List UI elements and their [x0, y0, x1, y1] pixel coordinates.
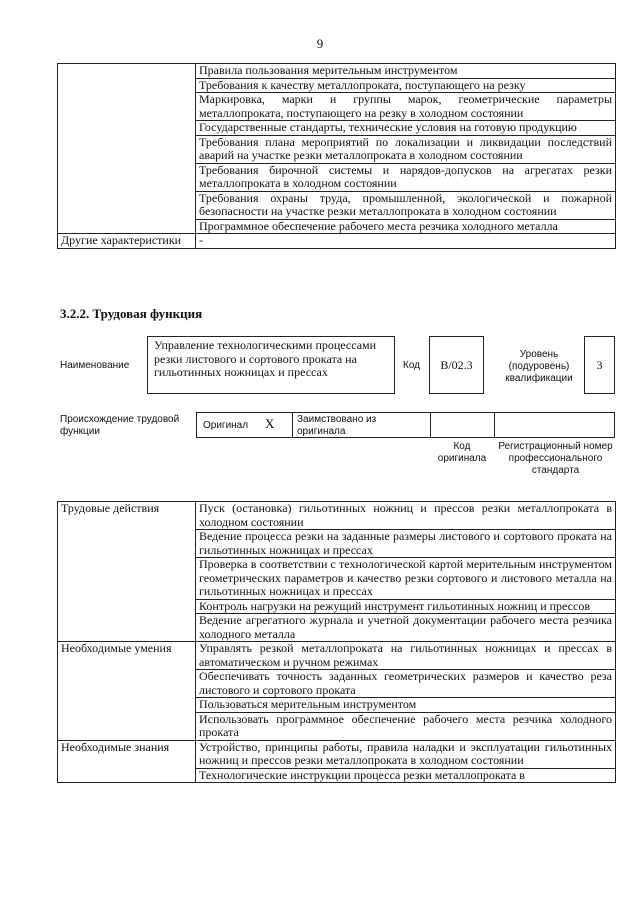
page-number: 9 — [316, 36, 324, 51]
origin-label: Происхождение трудовой функции — [60, 414, 180, 437]
knowledge-item: Правила пользования мерительным инструментом — [196, 64, 616, 79]
skill-item: Обеспечивать точность заданных геометрических размеров и качество реза листового и сортового проката — [196, 670, 616, 698]
action-item: Ведение агрегатного журнала и учетной документации рабочего места резчика холодного металла — [196, 614, 616, 642]
labor-function-table — [57, 501, 616, 783]
knowledge-item: Требования к качеству металлопроката, поступающего на резку — [196, 78, 616, 93]
name-label: Наименование — [60, 360, 130, 371]
original-label: Оригинал — [203, 420, 249, 431]
continuation-label-cell — [58, 64, 196, 234]
borrowed-cell — [293, 413, 431, 437]
knowledge-label: Необходимые знания — [58, 740, 196, 783]
knowledge-item: Требования охраны труда, промышленной, экологической и пожарной безопасности на участке резки металлопроката в холодном состоянии — [196, 191, 616, 219]
knowledge-item: Требования бирочной системы и нарядов-допусков на агрегатах резки металлопроката в холодном состоянии — [196, 163, 616, 191]
section-title: 3.2.2. Трудовая функция — [60, 306, 203, 321]
action-item: Ведение процесса резки на заданные размеры листового и сортового проката на гильотинных ножницах и прессах — [196, 530, 616, 558]
origin-reg-cell — [495, 413, 614, 437]
other-characteristics-value: - — [196, 234, 616, 249]
skills-label: Необходимые умения — [58, 642, 196, 741]
registration-caption: Регистрационный номер профессионального стандарта — [498, 441, 613, 476]
function-name-box: Управление технологическими процессами резки листового и сортового проката на гильотинных ножницах и прессах — [147, 336, 395, 394]
action-item: Контроль нагрузки на режущий инструмент гильотинных ножниц и прессов — [196, 599, 616, 614]
borrowed-label: Заимствовано из оригинала — [297, 414, 377, 437]
original-cell — [197, 413, 293, 437]
original-mark: X — [265, 416, 275, 431]
actions-label: Трудовые действия — [58, 502, 196, 642]
knowledge-item: Государственные стандарты, технические условия на готовую продукцию — [196, 121, 616, 136]
origin-code-cell — [431, 413, 495, 437]
origin-row — [196, 412, 615, 438]
knowledge-item: Маркировка, марки и группы марок, геометрические параметры металлопроката, поступающего на резку в холодном состоянии — [196, 93, 616, 121]
action-item: Пуск (остановка) гильотинных ножниц и прессов резки металлопроката в холодном состоянии — [196, 502, 616, 530]
level-label: Уровень (подуровень) квалификации — [505, 349, 573, 384]
skill-item: Пользоваться мерительным инструментом — [196, 698, 616, 713]
knowledge-item: Требования плана мероприятий по локализации и ликвидации последствий аварий на участке резки металлопроката в холодном состоянии — [196, 135, 616, 163]
continuation-table — [57, 63, 616, 249]
skill-item: Управлять резкой металлопроката на гильотинных ножницах и прессах в автоматическом и ручном режимах — [196, 642, 616, 670]
code-label: Код — [403, 360, 421, 371]
action-item: Проверка в соответствии с технологической картой мерительным инструментом геометрических параметров и качество резки сортового и листового металла на гильотинных ножницах и прессах — [196, 558, 616, 600]
knowledge-item: Устройство, принципы работы, правила наладки и эксплуатации гильотинных ножниц и прессов резки металлопроката в холодном состоянии — [196, 740, 616, 768]
other-characteristics-label: Другие характеристики — [58, 234, 196, 249]
code-caption: Код оригинала — [437, 441, 487, 464]
knowledge-item: Программное обеспечение рабочего места резчика холодного металла — [196, 219, 616, 234]
level-box: 3 — [584, 336, 615, 394]
function-code-box: В/02.3 — [429, 336, 484, 394]
skill-item: Использовать программное обеспечение рабочего места резчика холодного проката — [196, 712, 616, 740]
knowledge-item: Технологические инструкции процесса резки металлопроката в — [196, 768, 616, 783]
